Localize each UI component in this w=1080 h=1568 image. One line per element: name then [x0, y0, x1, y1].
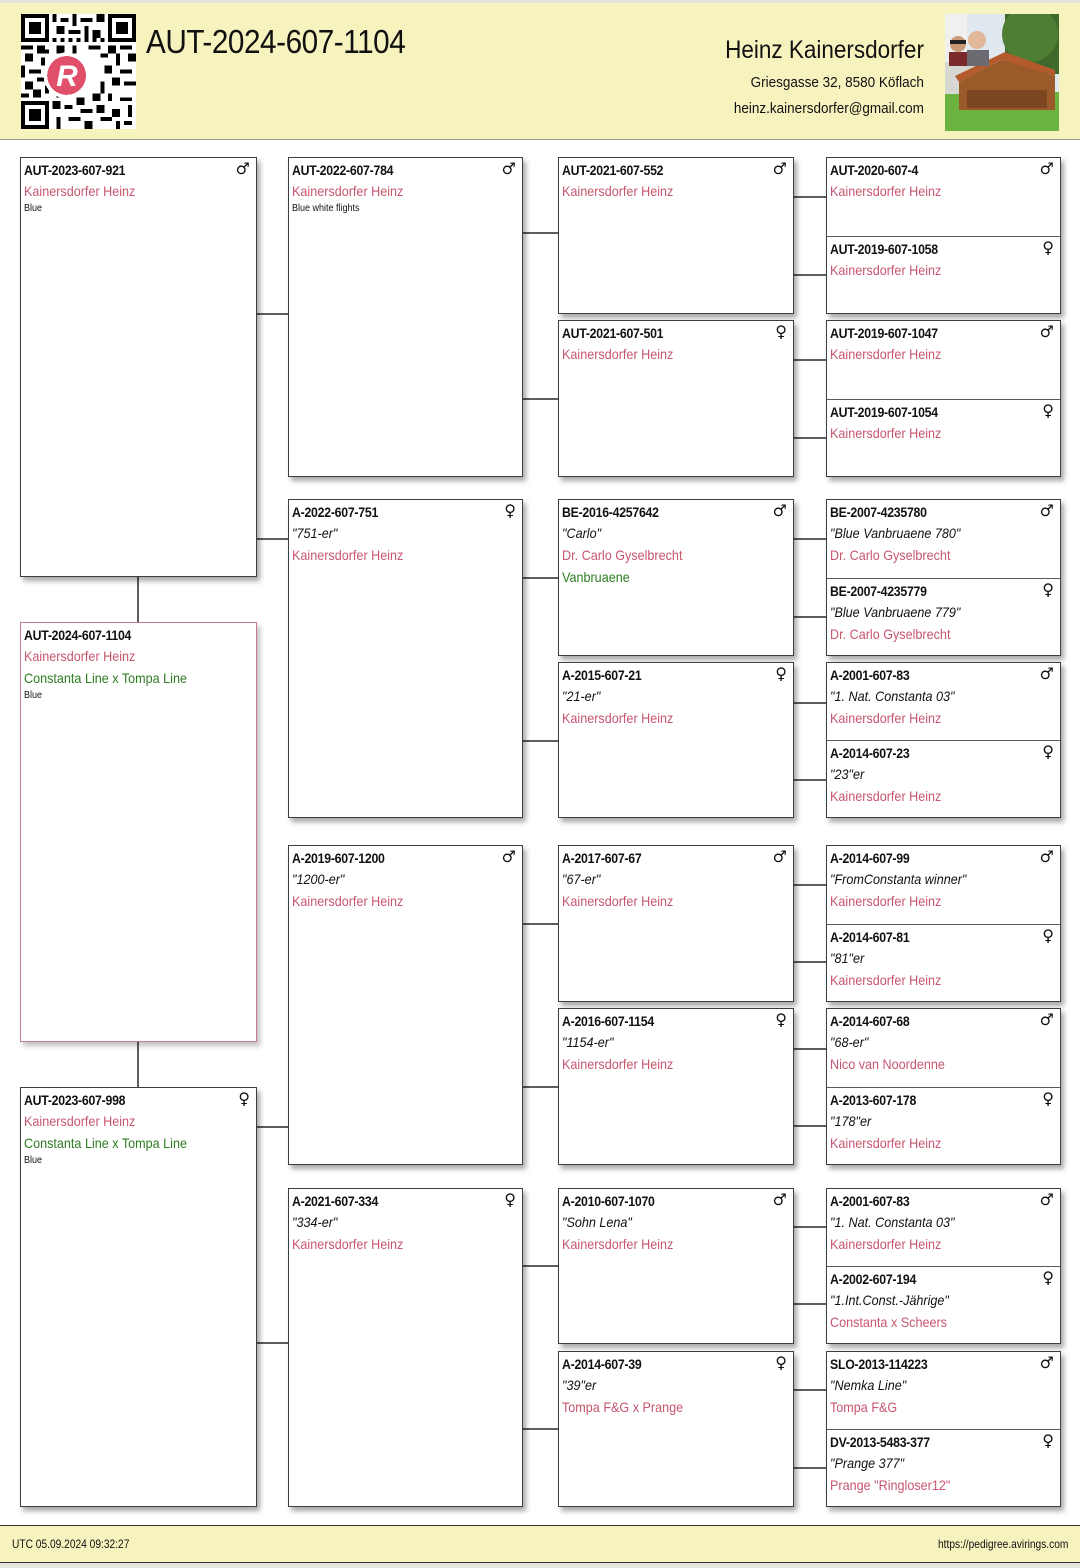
pigeon-card-gen3[interactable]	[558, 157, 794, 314]
connector	[257, 313, 288, 315]
connector	[794, 359, 826, 361]
male-icon: ♂	[1039, 159, 1054, 178]
breeder-name: Kainersdorfer Heinz	[830, 972, 942, 988]
male-icon: ♂	[1039, 664, 1054, 683]
breeder-name: Kainersdorfer Heinz	[562, 183, 674, 199]
ring-number: AUT-2021-607-501	[562, 325, 664, 341]
pigeon-pair-gen4	[826, 157, 1061, 314]
breeder-name: Kainersdorfer Heinz	[830, 788, 942, 804]
plumage-color: Blue	[24, 203, 43, 214]
ring-number: A-2015-607-21	[562, 667, 642, 683]
breeder-name: Kainersdorfer Heinz	[562, 710, 674, 726]
pigeon-name: "68-er"	[830, 1034, 869, 1050]
ring-number: A-2014-607-68	[830, 1013, 910, 1029]
bottom-strip	[0, 1563, 1080, 1568]
pigeon-card-gen4[interactable]	[827, 924, 1060, 1001]
connector	[257, 1126, 288, 1128]
pigeon-card-gen3[interactable]	[558, 845, 794, 1002]
ring-number: A-2017-607-67	[562, 850, 642, 866]
pigeon-card-gen2[interactable]	[288, 157, 523, 477]
female-icon: ♀	[1042, 926, 1054, 945]
ring-number: SLO-2013-114223	[830, 1356, 928, 1372]
plumage-color: Blue	[24, 1155, 43, 1166]
ring-number: A-2021-607-334	[292, 1193, 379, 1209]
pigeon-card-gen4[interactable]	[827, 663, 1060, 740]
female-icon: ♀	[238, 1089, 250, 1108]
pedigree-title: AUT-2024-607-1104	[146, 23, 406, 60]
pigeon-card-gen3[interactable]	[558, 1188, 794, 1344]
female-icon: ♀	[1042, 1268, 1054, 1287]
male-icon: ♂	[1039, 1353, 1054, 1372]
pigeon-card-gen3[interactable]	[558, 499, 794, 656]
breeder-name: Kainersdorfer Heinz	[24, 1113, 136, 1129]
pigeon-pair-gen4	[826, 320, 1061, 477]
connector	[794, 616, 826, 618]
ring-number: AUT-2022-607-784	[292, 162, 394, 178]
breeder-name: Kainersdorfer Heinz	[830, 425, 942, 441]
pigeon-card-subject[interactable]	[20, 622, 257, 1042]
pigeon-card-gen4[interactable]	[827, 1087, 1060, 1164]
pigeon-name: "39"er	[562, 1377, 597, 1393]
pedigree-footer	[0, 1525, 1080, 1563]
owner-address: Griesgasse 32, 8580 Köflach	[750, 74, 924, 91]
breeder-name: Kainersdorfer Heinz	[830, 346, 942, 362]
pigeon-card-dam[interactable]	[20, 1087, 257, 1507]
site-link[interactable]: https://pedigree.avirings.com	[937, 1537, 1068, 1551]
bloodline: Vanbruaene	[562, 569, 630, 585]
connector	[794, 884, 826, 886]
bloodline: Constanta Line x Tompa Line	[24, 670, 187, 686]
male-icon: ♂	[235, 159, 250, 178]
ring-number: DV-2013-5483-377	[830, 1434, 930, 1450]
connector	[794, 779, 826, 781]
ring-number: A-2014-607-39	[562, 1356, 642, 1372]
pigeon-card-gen4[interactable]	[827, 399, 1060, 476]
ring-number: AUT-2023-607-921	[24, 162, 126, 178]
pigeon-card-gen4[interactable]	[827, 740, 1060, 817]
pigeon-name: "1154-er"	[562, 1034, 614, 1050]
breeder-name: Kainersdorfer Heinz	[562, 1236, 674, 1252]
breeder-name: Tompa F&G x Prange	[562, 1399, 684, 1415]
male-icon: ♂	[501, 159, 516, 178]
male-icon: ♂	[501, 847, 516, 866]
ring-number: BE-2007-4235779	[830, 583, 927, 599]
ring-number: A-2016-607-1154	[562, 1013, 654, 1029]
female-icon: ♀	[775, 322, 787, 341]
ring-number: AUT-2019-607-1054	[830, 404, 938, 420]
breeder-name: Kainersdorfer Heinz	[292, 1236, 404, 1252]
pigeon-card-gen4[interactable]	[827, 578, 1060, 655]
pigeon-card-gen4[interactable]	[827, 500, 1060, 578]
breeder-name: Tompa F&G	[830, 1399, 898, 1415]
ring-number: A-2022-607-751	[292, 504, 379, 520]
connector	[137, 1042, 139, 1087]
female-icon: ♀	[1042, 1431, 1054, 1450]
pigeon-name: "Prange 377"	[830, 1455, 905, 1471]
pigeon-card-gen2[interactable]	[288, 499, 523, 818]
ring-number: AUT-2023-607-998	[24, 1092, 126, 1108]
male-icon: ♂	[1039, 847, 1054, 866]
pigeon-card-gen2[interactable]	[288, 845, 523, 1165]
connector	[794, 1389, 826, 1391]
pigeon-card-gen4[interactable]	[827, 236, 1060, 313]
connector	[523, 1428, 558, 1430]
breeder-name: Dr. Carlo Gyselbrecht	[830, 547, 951, 563]
pigeon-card-sire[interactable]	[20, 157, 257, 577]
female-icon: ♀	[1042, 580, 1054, 599]
male-icon: ♂	[1039, 1190, 1054, 1209]
pigeon-pair-gen4	[826, 1008, 1061, 1165]
female-icon: ♀	[1042, 238, 1054, 257]
pigeon-name: "23"er	[830, 766, 865, 782]
connector	[137, 577, 139, 622]
breeder-name: Kainersdorfer Heinz	[292, 547, 404, 563]
connector	[523, 1086, 558, 1088]
pigeon-name: "751-er"	[292, 525, 338, 541]
connector	[523, 740, 558, 742]
pigeon-card-gen4[interactable]	[827, 1429, 1060, 1506]
ring-number: AUT-2021-607-552	[562, 162, 664, 178]
pigeon-card-gen4[interactable]	[827, 158, 1060, 236]
breeder-name: Kainersdorfer Heinz	[830, 1135, 942, 1151]
pigeon-name: "Carlo"	[562, 525, 602, 541]
pigeon-name: "1.Int.Const.-Jährige"	[830, 1292, 949, 1308]
ring-number: A-2014-607-81	[830, 929, 910, 945]
pigeon-name: "Blue Vanbruaene 780"	[830, 525, 961, 541]
breeder-name: Dr. Carlo Gyselbrecht	[562, 547, 683, 563]
female-icon: ♀	[1042, 742, 1054, 761]
pigeon-card-gen3[interactable]	[558, 1351, 794, 1507]
connector	[794, 437, 826, 439]
breeder-name: Nico van Noordenne	[830, 1056, 945, 1072]
breeder-name: Kainersdorfer Heinz	[830, 1236, 942, 1252]
pigeon-card-gen4[interactable]	[827, 846, 1060, 924]
pigeon-pair-gen4	[826, 662, 1061, 818]
pigeon-card-gen3[interactable]	[558, 662, 794, 818]
ring-number: A-2010-607-1070	[562, 1193, 655, 1209]
breeder-name: Kainersdorfer Heinz	[830, 183, 942, 199]
male-icon: ♂	[1039, 322, 1054, 341]
breeder-name: Dr. Carlo Gyselbrecht	[830, 626, 951, 642]
breeder-name: Kainersdorfer Heinz	[562, 346, 674, 362]
ring-number: BE-2016-4257642	[562, 504, 659, 520]
bloodline: Constanta Line x Tompa Line	[24, 1135, 187, 1151]
breeder-name: Prange "Ringloser12"	[830, 1477, 951, 1493]
ring-number: A-2013-607-178	[830, 1092, 917, 1108]
connector	[794, 1226, 826, 1228]
pigeon-card-gen3[interactable]	[558, 1008, 794, 1165]
connector	[523, 232, 558, 234]
connector	[794, 961, 826, 963]
female-icon: ♀	[775, 1353, 787, 1372]
breeder-name: Kainersdorfer Heinz	[562, 893, 674, 909]
owner-email[interactable]: heinz.kainersdorfer@gmail.com	[733, 100, 924, 117]
male-icon: ♂	[772, 847, 787, 866]
connector	[523, 1265, 558, 1267]
connector	[794, 702, 826, 704]
svg-text:R: R	[56, 60, 78, 94]
female-icon: ♀	[775, 1010, 787, 1029]
pigeon-pair-gen4	[826, 1351, 1061, 1507]
ring-number: BE-2007-4235780	[830, 504, 927, 520]
connector	[523, 398, 558, 400]
male-icon: ♂	[772, 501, 787, 520]
breeder-name: Kainersdorfer Heinz	[24, 183, 136, 199]
pigeon-card-gen3[interactable]	[558, 320, 794, 477]
connector	[794, 1125, 826, 1127]
plumage-color: Blue white flights	[292, 203, 360, 214]
owner-info	[703, 36, 924, 117]
female-icon: ♀	[775, 664, 787, 683]
connector	[523, 923, 558, 925]
breeder-name: Kainersdorfer Heinz	[830, 262, 942, 278]
qr-code-icon[interactable]	[21, 14, 136, 129]
pigeon-card-gen4[interactable]	[827, 1009, 1060, 1087]
pigeon-pair-gen4	[826, 845, 1061, 1002]
pigeon-name: "81"er	[830, 950, 865, 966]
breeder-name: Kainersdorfer Heinz	[562, 1056, 674, 1072]
ring-number: A-2014-607-23	[830, 745, 910, 761]
connector	[794, 1303, 826, 1305]
pigeon-name: "21-er"	[562, 688, 601, 704]
ring-number: A-2014-607-99	[830, 850, 910, 866]
ring-number: A-2001-607-83	[830, 1193, 910, 1209]
pigeon-pair-gen4	[826, 1188, 1061, 1344]
female-icon: ♀	[504, 501, 516, 520]
owner-name: Heinz Kainersdorfer	[725, 36, 924, 64]
breeder-name: Kainersdorfer Heinz	[830, 710, 942, 726]
ring-number: AUT-2024-607-1104	[24, 627, 132, 643]
breeder-name: Kainersdorfer Heinz	[292, 183, 404, 199]
pigeon-pair-gen4	[826, 499, 1061, 656]
breeder-name: Constanta x Scheers	[830, 1314, 947, 1330]
pigeon-name: "Sohn Lena"	[562, 1214, 632, 1230]
pigeon-card-gen4[interactable]	[827, 1266, 1060, 1343]
pigeon-card-gen2[interactable]	[288, 1188, 523, 1507]
pigeon-name: "178"er	[830, 1113, 872, 1129]
pigeon-name: "1. Nat. Constanta 03"	[830, 1214, 955, 1230]
connector	[794, 274, 826, 276]
female-icon: ♀	[1042, 401, 1054, 420]
breeder-name: Kainersdorfer Heinz	[24, 648, 136, 664]
ring-number: A-2002-607-194	[830, 1271, 917, 1287]
connector	[794, 538, 826, 540]
pigeon-name: "FromConstanta winner"	[830, 871, 967, 887]
connector	[794, 1467, 826, 1469]
male-icon: ♂	[772, 159, 787, 178]
pigeon-name: "1. Nat. Constanta 03"	[830, 688, 955, 704]
ring-number: AUT-2019-607-1047	[830, 325, 938, 341]
pigeon-name: "Blue Vanbruaene 779"	[830, 604, 961, 620]
generated-timestamp: UTC 05.09.2024 09:32:27	[12, 1537, 130, 1551]
connector	[794, 1048, 826, 1050]
pigeon-name: "Nemka Line"	[830, 1377, 907, 1393]
male-icon: ♂	[772, 1190, 787, 1209]
connector	[794, 196, 826, 198]
loft-photo	[945, 14, 1059, 131]
pigeon-name: "67-er"	[562, 871, 601, 887]
pigeon-card-gen4[interactable]	[827, 1352, 1060, 1429]
male-icon: ♂	[1039, 1010, 1054, 1029]
ring-number: AUT-2019-607-1058	[830, 241, 938, 257]
female-icon: ♀	[1042, 1089, 1054, 1108]
pigeon-name: "1200-er"	[292, 871, 345, 887]
female-icon: ♀	[504, 1190, 516, 1209]
connector	[257, 538, 288, 540]
connector	[257, 1342, 288, 1344]
breeder-name: Kainersdorfer Heinz	[830, 893, 942, 909]
male-icon: ♂	[1039, 501, 1054, 520]
ring-number: A-2001-607-83	[830, 667, 910, 683]
ring-number: AUT-2020-607-4	[830, 162, 919, 178]
pigeon-card-gen4[interactable]	[827, 321, 1060, 399]
pedigree-header	[0, 3, 1080, 140]
plumage-color: Blue	[24, 690, 43, 701]
connector	[523, 577, 558, 579]
ring-number: A-2019-607-1200	[292, 850, 385, 866]
pigeon-card-gen4[interactable]	[827, 1189, 1060, 1266]
breeder-name: Kainersdorfer Heinz	[292, 893, 404, 909]
pigeon-name: "334-er"	[292, 1214, 338, 1230]
